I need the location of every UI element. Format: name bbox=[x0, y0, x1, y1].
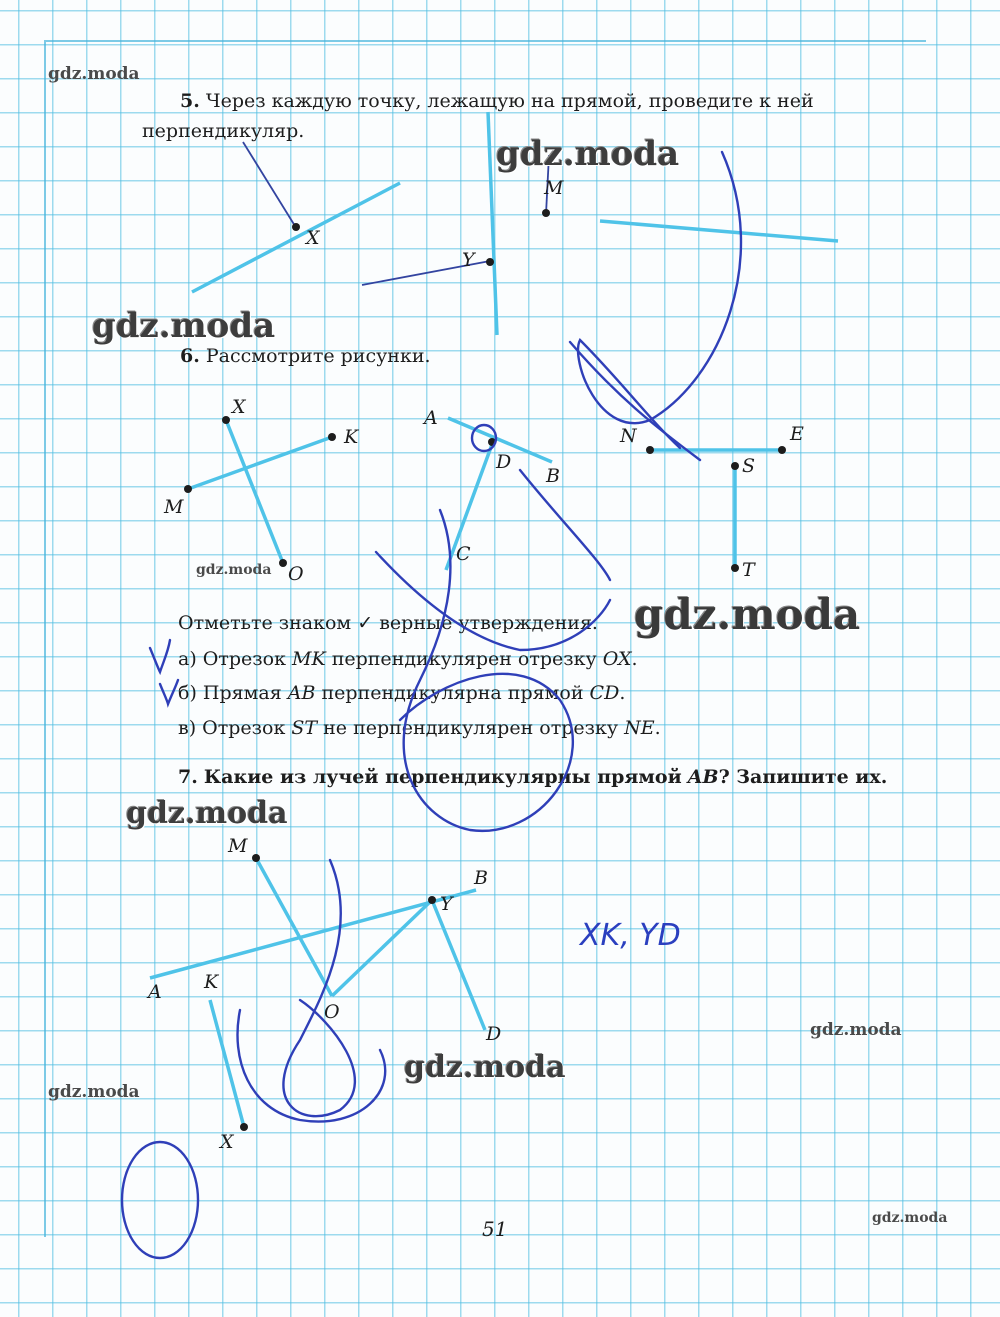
exercise-6-text: Рассмотрите рисунки. bbox=[205, 345, 431, 367]
statement-b-middle: перпендикулярна прямой bbox=[321, 682, 584, 704]
scribble-loop bbox=[400, 510, 573, 831]
label-c6: C bbox=[456, 543, 471, 565]
label-x6: X bbox=[232, 396, 246, 418]
point-e6 bbox=[778, 446, 786, 454]
statement-a-prefix: а) Отрезок bbox=[178, 648, 286, 670]
exercise-6-number: 6. bbox=[180, 345, 200, 367]
ray-om bbox=[256, 858, 332, 996]
ray-d bbox=[432, 900, 485, 1030]
point-y7 bbox=[428, 896, 436, 904]
instruction-part-2: верные утверждения. bbox=[379, 612, 598, 634]
watermark-6: gdz.moda bbox=[126, 796, 288, 831]
check-a bbox=[150, 640, 170, 672]
label-k6: K bbox=[344, 426, 359, 448]
label-y7: Y bbox=[440, 893, 453, 915]
watermark-5: gdz.moda bbox=[634, 590, 861, 639]
point-k6 bbox=[328, 433, 336, 441]
exercise-7-text-1: Какие из лучей перпендикулярны прямой bbox=[203, 766, 682, 788]
label-d7: D bbox=[486, 1023, 502, 1045]
instruction-part-1: Отметьте знаком bbox=[178, 612, 352, 634]
point-x bbox=[292, 223, 300, 231]
statement-a-middle: перпендикулярен отрезку bbox=[331, 648, 597, 670]
point-x7 bbox=[240, 1123, 248, 1131]
statement-b-end: . bbox=[619, 682, 626, 704]
label-s6: S bbox=[742, 455, 756, 477]
label-x: X bbox=[306, 227, 320, 249]
label-e6: E bbox=[790, 423, 804, 445]
label-m6: M bbox=[164, 496, 184, 518]
statement-a-end: . bbox=[631, 648, 638, 670]
scribble-3 bbox=[520, 470, 610, 580]
exercise-7-text-2: ? Запишите их. bbox=[718, 766, 888, 788]
point-s6 bbox=[731, 462, 739, 470]
label-k7: K bbox=[204, 971, 219, 993]
watermark-10: gdz.moda bbox=[872, 1210, 948, 1226]
exercise-5-number: 5. bbox=[180, 90, 200, 112]
statement-c-end: . bbox=[654, 717, 661, 739]
label-b7: B bbox=[474, 867, 488, 889]
scribble-4 bbox=[376, 552, 610, 650]
checkmark-icon: ✓ bbox=[357, 612, 374, 634]
watermark-4: gdz.moda bbox=[196, 562, 272, 578]
scribble-5 bbox=[283, 860, 354, 1116]
label-t6: T bbox=[742, 559, 755, 581]
label-n6: N bbox=[620, 425, 637, 447]
label-d6: D bbox=[496, 451, 512, 473]
exercise-7-number: 7. bbox=[178, 766, 198, 788]
watermark-9: gdz.moda bbox=[48, 1082, 140, 1102]
handwritten-answer: XK, YD bbox=[580, 918, 681, 953]
segment-ox bbox=[226, 420, 283, 563]
label-o6: O bbox=[288, 563, 304, 585]
label-m7: M bbox=[228, 835, 248, 857]
label-a7: A bbox=[148, 981, 162, 1003]
scribble-oval bbox=[122, 1142, 198, 1258]
statement-b-prefix: б) Прямая bbox=[178, 682, 282, 704]
watermark-1: gdz.moda bbox=[48, 64, 140, 84]
label-a6: A bbox=[424, 407, 438, 429]
watermark-7: gdz.moda bbox=[810, 1020, 902, 1040]
scribble-6 bbox=[238, 1010, 386, 1122]
exercise-5-text-1: Через каждую точку, лежащую на прямой, проведите к ней bbox=[205, 90, 814, 112]
point-m6 bbox=[184, 485, 192, 493]
point-m bbox=[542, 209, 550, 217]
statement-b-seg2: CD bbox=[589, 682, 620, 704]
line-m bbox=[600, 221, 838, 241]
point-x6 bbox=[222, 416, 230, 424]
label-y: Y bbox=[462, 249, 475, 271]
statement-a-seg1: MK bbox=[292, 648, 326, 670]
watermark-3: gdz.moda bbox=[92, 306, 276, 346]
statement-b-seg1: AB bbox=[287, 682, 316, 704]
segment-mk bbox=[188, 437, 332, 489]
perp-x bbox=[243, 142, 295, 226]
label-o7: O bbox=[324, 1001, 340, 1023]
label-m: M bbox=[544, 177, 564, 199]
statement-c-seg2: NE bbox=[624, 717, 655, 739]
watermark-8: gdz.moda bbox=[404, 1050, 566, 1085]
point-o6 bbox=[279, 559, 287, 567]
point-m7 bbox=[252, 854, 260, 862]
line-x bbox=[192, 183, 400, 292]
label-x7: X bbox=[220, 1131, 234, 1153]
page-number: 51 bbox=[482, 1217, 508, 1241]
statement-a-seg2: OX bbox=[602, 648, 632, 670]
statement-c-middle: не перпендикулярен отрезку bbox=[323, 717, 619, 739]
point-t6 bbox=[731, 564, 739, 572]
statement-c-seg1: ST bbox=[291, 717, 318, 739]
scribble-1 bbox=[578, 152, 741, 448]
exercise-7-ray: AB bbox=[687, 766, 719, 788]
exercise-5-text-2: перпендикуляр. bbox=[142, 120, 305, 142]
check-b bbox=[160, 680, 178, 704]
point-y bbox=[486, 258, 494, 266]
statement-c-prefix: в) Отрезок bbox=[178, 717, 286, 739]
watermark-2: gdz.moda bbox=[496, 134, 680, 174]
label-b6: B bbox=[546, 465, 560, 487]
exercise-7-figure bbox=[146, 835, 501, 1153]
point-n6 bbox=[646, 446, 654, 454]
